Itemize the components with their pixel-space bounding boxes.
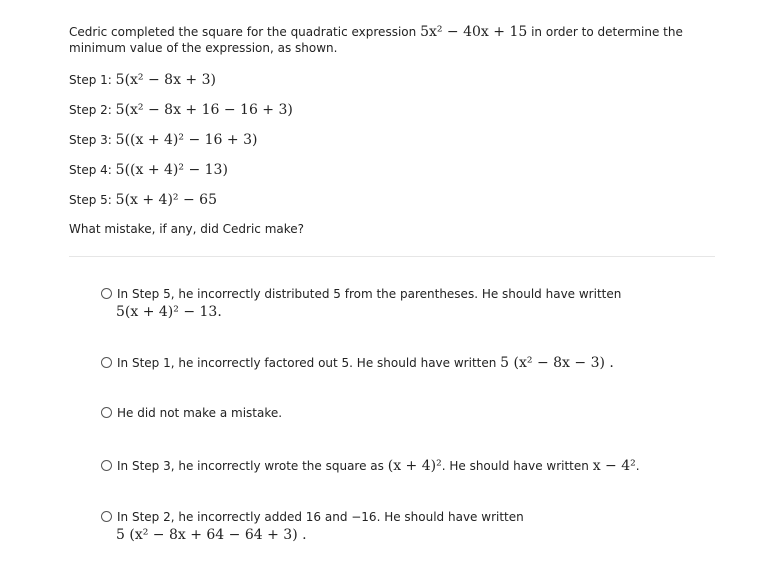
question-intro-post: in order to determine the minimum value of the expression, as shown. [69,25,683,55]
choice-text-part: . [635,459,640,473]
choice-text-part: . He should have written [441,459,593,473]
question-text [69,24,719,56]
choice-text: In Step 1, he incorrectly factored out 5. He should have written [117,356,497,370]
step-5 [69,191,217,209]
step-math: 5(x² − 8x + 16 − 16 + 3) [115,102,293,118]
step-4 [69,161,228,179]
divider [69,256,715,257]
step-3 [69,131,257,149]
question-intro-pre: Cedric completed the square for the quadratic expression [69,25,417,39]
choice-text: In Step 5, he incorrectly distributed 5 from the parentheses. He should have written [117,287,622,301]
step-math: 5((x + 4)² − 16 + 3) [115,132,258,148]
radio-button[interactable] [101,357,112,368]
choice-math: 5(x + 4)² − 13. [116,304,222,320]
step-math: 5((x + 4)² − 13) [115,162,228,178]
step-1 [69,71,216,89]
choice-math: x − 4² [592,458,636,474]
choice-math: (x + 4)² [387,458,442,474]
radio-button[interactable] [101,511,112,522]
answer-choice-2[interactable] [101,354,614,372]
choice-text: In Step 2, he incorrectly added 16 and −16. He should have written [117,510,524,524]
step-label: Step 4: [69,163,112,177]
step-label: Step 2: [69,103,112,117]
radio-button[interactable] [101,460,112,471]
step-2 [69,101,293,119]
choice-math: 5 (x² − 8x − 3) . [500,355,614,371]
step-label: Step 5: [69,193,112,207]
choice-text: He did not make a mistake. [117,406,283,420]
step-label: Step 3: [69,133,112,147]
answer-choice-1[interactable] [101,285,621,321]
radio-button[interactable] [101,288,112,299]
step-label: Step 1: [69,73,112,87]
question-expression: 5x² − 40x + 15 [420,24,528,40]
prompt-text: What mistake, if any, did Cedric make? [69,222,305,236]
choice-text-part: In Step 3, he incorrectly wrote the square as [117,459,388,473]
choice-math: 5 (x² − 8x + 64 − 64 + 3) . [116,527,307,543]
radio-button[interactable] [101,407,112,418]
answer-choice-5[interactable] [101,508,524,544]
answer-choice-4[interactable] [101,457,640,475]
step-math: 5(x² − 8x + 3) [115,72,216,88]
step-math: 5(x + 4)² − 65 [115,192,217,208]
answer-choice-3[interactable] [101,404,282,422]
